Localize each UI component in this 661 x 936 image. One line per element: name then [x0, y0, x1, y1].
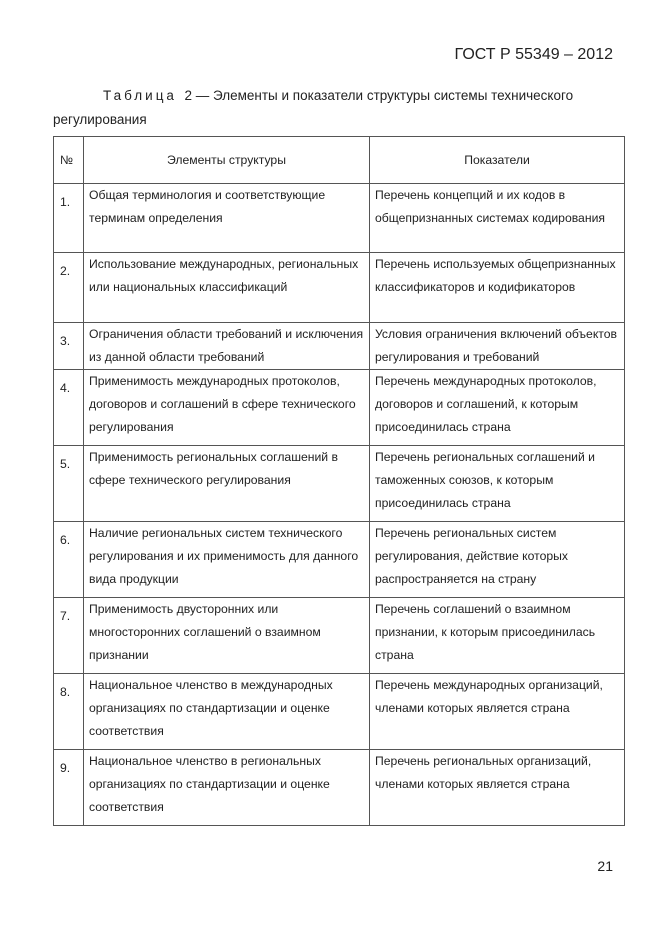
row-element: Ограничения области требований и исключения из данной области требований: [84, 323, 370, 370]
row-indicator: Перечень региональных организаций, членами которых является страна: [370, 750, 625, 826]
row-element: Национальное членство в региональных организациях по стандартизации и оценке соответствия: [84, 750, 370, 826]
row-number: 3.: [54, 323, 84, 370]
page-number: 21: [597, 858, 613, 874]
table-row: [54, 370, 625, 446]
row-indicator: Условия ограничения включений объектов регулирования и требований: [370, 323, 625, 370]
row-indicator: Перечень международных протоколов, договоров и соглашений, к которым присоединилась страна: [370, 370, 625, 446]
row-indicator: Перечень концепций и их кодов в общепризнанных системах кодирования: [370, 184, 625, 253]
row-element: Применимость двусторонних или многосторонних соглашений о взаимном признании: [84, 598, 370, 674]
table-row: [54, 184, 625, 253]
table-row: [54, 446, 625, 522]
table-row: [54, 323, 625, 370]
table-row: [54, 598, 625, 674]
row-element: Наличие региональных систем технического регулирования и их применимость для данного вида продукции: [84, 522, 370, 598]
row-number: 7.: [54, 598, 84, 674]
row-number: 2.: [54, 253, 84, 323]
table-row: [54, 522, 625, 598]
row-element: Применимость региональных соглашений в сфере технического регулирования: [84, 446, 370, 522]
row-number: 5.: [54, 446, 84, 522]
row-number: 1.: [54, 184, 84, 253]
row-element: Применимость международных протоколов, договоров и соглашений в сфере технического регулирования: [84, 370, 370, 446]
row-element: Национальное членство в международных организациях по стандартизации и оценке соответствия: [84, 674, 370, 750]
row-indicator: Перечень соглашений о взаимном признании, к которым присоединилась страна: [370, 598, 625, 674]
header-elements: Элементы структуры: [84, 137, 370, 184]
row-number: 9.: [54, 750, 84, 826]
header-num: №: [54, 137, 84, 184]
row-indicator: Перечень международных организаций, членами которых является страна: [370, 674, 625, 750]
row-element: Использование международных, региональных или национальных классификаций: [84, 253, 370, 323]
row-number: 8.: [54, 674, 84, 750]
table-caption: [53, 84, 618, 132]
caption-title-line2: регулирования: [53, 112, 147, 127]
row-indicator: Перечень используемых общепризнанных классификаторов и кодификаторов: [370, 253, 625, 323]
table-header-row: [54, 137, 625, 184]
caption-number: 2: [184, 88, 192, 103]
table-row: [54, 750, 625, 826]
header-indicators: Показатели: [370, 137, 625, 184]
row-number: 6.: [54, 522, 84, 598]
table-row: [54, 253, 625, 323]
row-indicator: Перечень региональных соглашений и таможенных союзов, к которым присоединилась страна: [370, 446, 625, 522]
row-element: Общая терминология и соответствующие терминам определения: [84, 184, 370, 253]
document-code: ГОСТ Р 55349 – 2012: [454, 46, 613, 63]
caption-title-line1: — Элементы и показатели структуры системы технического: [195, 88, 574, 103]
row-number: 4.: [54, 370, 84, 446]
table-row: [54, 674, 625, 750]
structure-table: [53, 136, 625, 826]
caption-label: Таблица: [103, 88, 177, 103]
row-indicator: Перечень региональных систем регулирования, действие которых распространяется на страну: [370, 522, 625, 598]
